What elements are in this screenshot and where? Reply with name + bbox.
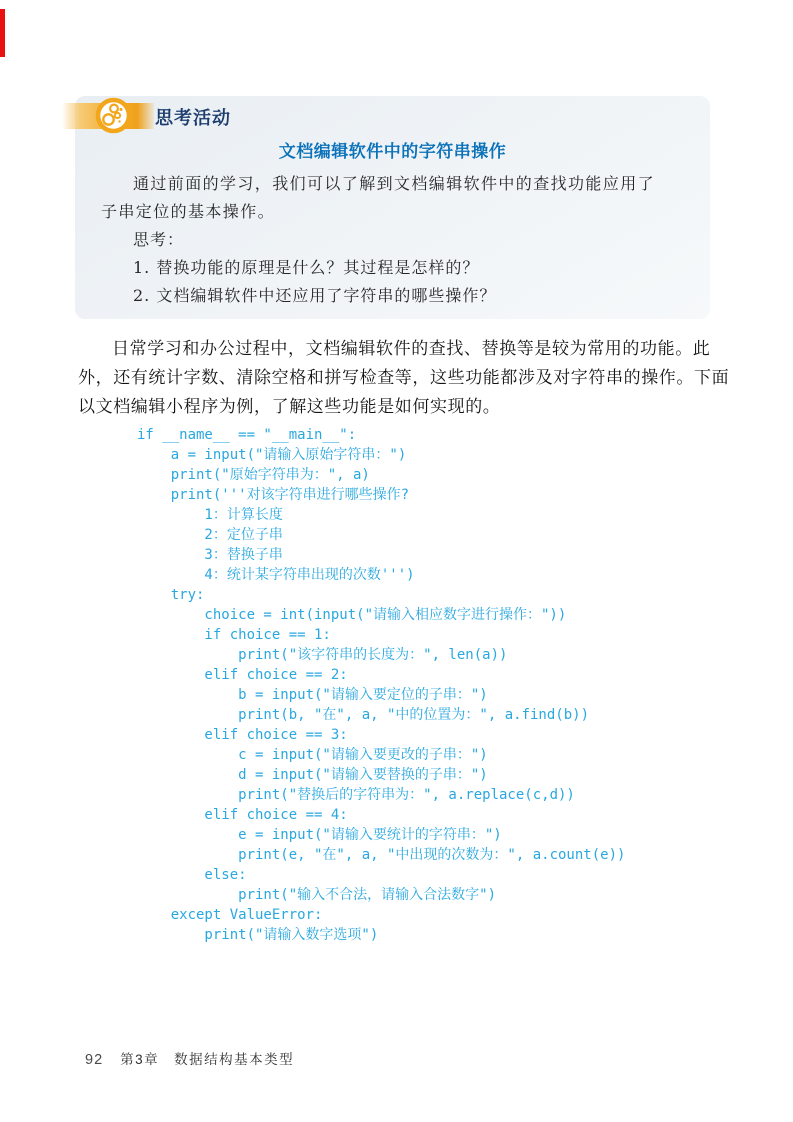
code-line: e = input("请输入要统计的字符串：") bbox=[137, 827, 502, 843]
code-line: print("输入不合法，请输入合法数字") bbox=[137, 887, 497, 903]
code-line: 3：替换子串 bbox=[137, 547, 283, 563]
code-line: elif choice == 2: bbox=[137, 667, 348, 683]
code-line: print('''对该字符串进行哪些操作? bbox=[137, 487, 410, 503]
code-line: choice = int(input("请输入相应数字进行操作：")) bbox=[137, 607, 567, 623]
code-line: 4：统计某字符串出现的次数''') bbox=[137, 567, 415, 583]
body-paragraph: 日常学习和办公过程中，文档编辑软件的查找、替换等是较为常用的功能。此外，还有统计字数、清除空格和拼写检查等，这些功能都涉及对字符串的操作。下面以文档编辑小程序为例，了解这些功能是如何实现的。 bbox=[78, 339, 730, 416]
page-edge-mark bbox=[0, 9, 5, 57]
code-line: print("原始字符串为：", a) bbox=[137, 467, 370, 483]
code-line: else: bbox=[137, 867, 247, 883]
activity-box bbox=[75, 96, 710, 319]
question-item: 1. 替换功能的原理是什么？其过程是怎样的？ bbox=[133, 258, 480, 277]
code-line: elif choice == 3: bbox=[137, 727, 348, 743]
page-number: 92 bbox=[85, 1052, 104, 1068]
python-code-block bbox=[137, 425, 625, 945]
code-line: elif choice == 4: bbox=[137, 807, 348, 823]
code-line: if __name__ == "__main__": bbox=[137, 427, 357, 443]
activity-header-label: 思考活动 bbox=[155, 108, 231, 128]
question-list bbox=[75, 254, 710, 310]
code-line: print("该字符串的长度为：", len(a)) bbox=[137, 647, 508, 663]
code-line: print(e, "在", a, "中出现的次数为：", a.count(e)) bbox=[137, 847, 626, 863]
code-line: print("请输入数字选项") bbox=[137, 927, 379, 943]
question-item: 2. 文档编辑软件中还应用了字符串的哪些操作？ bbox=[133, 286, 497, 305]
bubbles-badge-icon bbox=[95, 97, 132, 134]
activity-title: 文档编辑软件中的字符串操作 bbox=[278, 142, 507, 161]
code-line: except ValueError: bbox=[137, 907, 323, 923]
think-label: 思考： bbox=[133, 230, 185, 249]
page-footer bbox=[85, 1048, 294, 1068]
code-line: print("替换后的字符串为：", a.replace(c,d)) bbox=[137, 787, 575, 803]
code-line: a = input("请输入原始字符串：") bbox=[137, 447, 407, 463]
code-line: if choice == 1: bbox=[137, 627, 331, 643]
chapter-title: 第3章 数据结构基本类型 bbox=[120, 1052, 295, 1067]
activity-intro: 通过前面的学习，我们可以了解到文档编辑软件中的查找功能应用了子串定位的基本操作。 bbox=[101, 174, 656, 221]
code-line: d = input("请输入要替换的子串：") bbox=[137, 767, 488, 783]
code-line: b = input("请输入要定位的子串：") bbox=[137, 687, 488, 703]
code-line: 2：定位子串 bbox=[137, 527, 283, 543]
code-line: print(b, "在", a, "中的位置为：", a.find(b)) bbox=[137, 707, 590, 723]
code-lines bbox=[137, 425, 625, 945]
code-line: c = input("请输入要更改的子串：") bbox=[137, 747, 488, 763]
code-line: try: bbox=[137, 587, 205, 603]
code-line: 1：计算长度 bbox=[137, 507, 283, 523]
